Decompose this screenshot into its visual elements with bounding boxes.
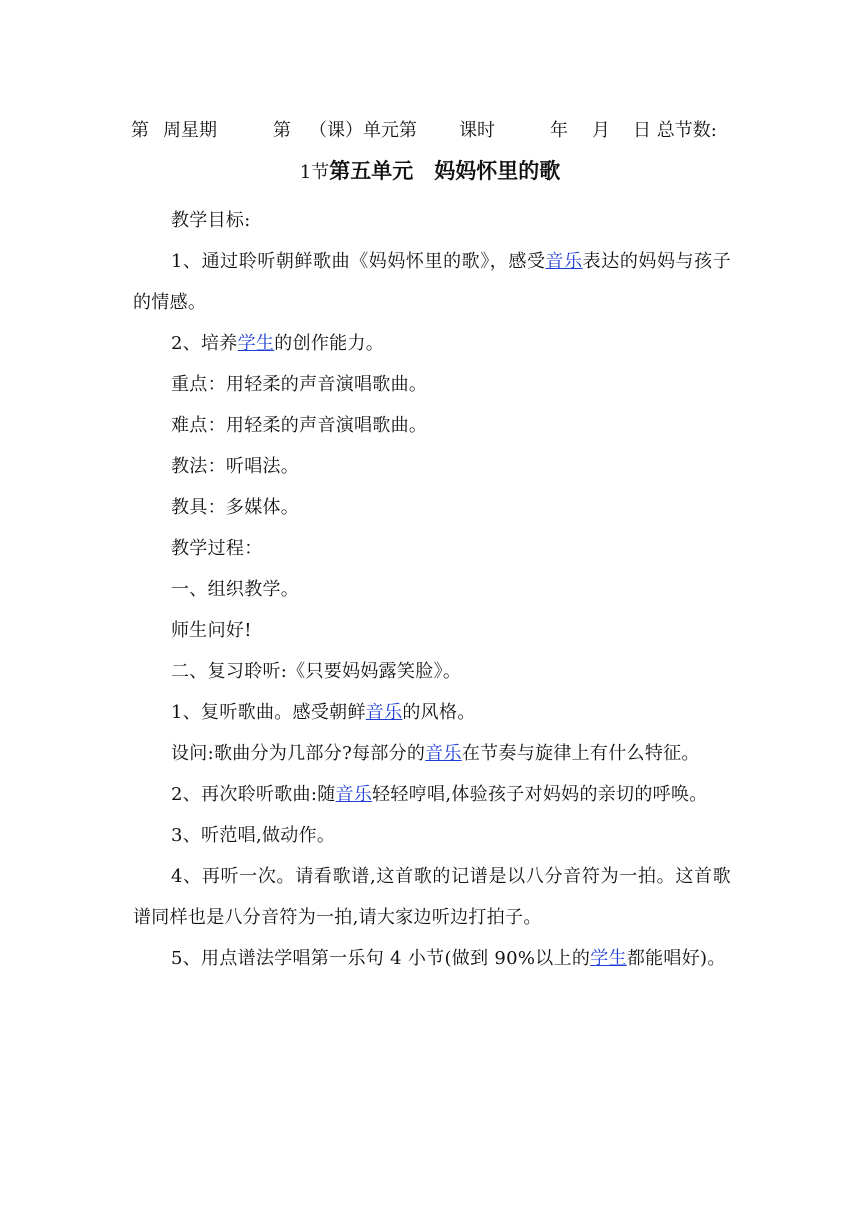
header-month: 月	[592, 120, 610, 141]
lesson-title	[0, 156, 860, 188]
header-week-day: 周星期	[163, 120, 217, 141]
paragraph-text: 的创作能力。	[274, 333, 385, 354]
paragraph	[133, 733, 731, 774]
paragraph	[133, 692, 731, 733]
header-day-total: 日 总节数:	[633, 120, 717, 141]
header-di: 第	[131, 120, 149, 141]
paragraph	[133, 569, 731, 610]
text-link[interactable]: 音乐	[335, 784, 373, 805]
paragraph	[133, 487, 731, 528]
paragraph-text: 5、用点谱法学唱第一乐句 4 小节(做到 90%以上的	[171, 948, 591, 969]
paragraph	[133, 200, 731, 241]
paragraph-text: 师生问好!	[171, 620, 252, 641]
paragraph	[133, 938, 731, 979]
paragraph-text: 轻轻哼唱,体验孩子对妈妈的亲切的呼唤。	[372, 784, 708, 805]
title-prefix: 1节	[299, 162, 330, 183]
paragraph	[133, 815, 731, 856]
text-link[interactable]: 音乐	[545, 251, 583, 272]
paragraph-text: 一、组织教学。	[171, 579, 300, 600]
header-period: 课时	[459, 120, 495, 141]
title-main: 第五单元 妈妈怀里的歌	[329, 159, 561, 183]
paragraph-text: 3、听范唱,做动作。	[171, 825, 336, 846]
paragraph-text: 2、培养	[171, 333, 238, 354]
paragraph	[133, 774, 731, 815]
paragraph-text: 1、复听歌曲。感受朝鲜	[171, 702, 366, 723]
paragraph-text: 教学目标:	[171, 210, 251, 231]
paragraph	[133, 651, 731, 692]
paragraph-text: 在节奏与旋律上有什么特征。	[461, 743, 700, 764]
paragraph-text: 重点：用轻柔的声音演唱歌曲。	[171, 374, 428, 395]
paragraph	[133, 405, 731, 446]
text-link[interactable]: 学生	[237, 333, 275, 354]
paragraph-text: 表达的妈妈与孩子的情感。	[133, 251, 731, 313]
paragraph-text: 教学过程：	[171, 538, 263, 559]
paragraph-text: 的风格。	[402, 702, 476, 723]
text-link[interactable]: 学生	[590, 948, 627, 969]
paragraph-text: 设问:歌曲分为几部分?每部分的	[171, 743, 426, 764]
paragraph-text: 教具：多媒体。	[171, 497, 300, 518]
lesson-header	[131, 118, 741, 144]
paragraph-text: 都能唱好)。	[626, 948, 726, 969]
paragraph	[133, 528, 731, 569]
paragraph	[133, 364, 731, 405]
paragraph-text: 2、再次聆听歌曲:随	[171, 784, 336, 805]
paragraph	[133, 856, 731, 938]
paragraph	[133, 241, 731, 323]
paragraph	[133, 446, 731, 487]
header-di2: 第	[273, 120, 291, 141]
paragraph-text: 4、再听一次。请看歌谱,这首歌的记谱是以八分音符为一拍。这首歌谱同样也是八分音符为一拍,请大家边听边打拍子。	[133, 866, 731, 928]
paragraph-text: 难点：用轻柔的声音演唱歌曲。	[171, 415, 428, 436]
header-year: 年	[550, 120, 568, 141]
paragraph	[133, 323, 731, 364]
text-link[interactable]: 音乐	[365, 702, 403, 723]
lesson-body	[133, 200, 731, 979]
header-lesson-unit: （课）单元第	[309, 120, 417, 141]
paragraph	[133, 610, 731, 651]
paragraph-text: 1、通过聆听朝鲜歌曲《妈妈怀里的歌》，感受	[171, 251, 546, 272]
text-link[interactable]: 音乐	[425, 743, 462, 764]
paragraph-text: 教法：听唱法。	[171, 456, 300, 477]
paragraph-text: 二、复习聆听:《只要妈妈露笑脸》。	[171, 661, 462, 682]
